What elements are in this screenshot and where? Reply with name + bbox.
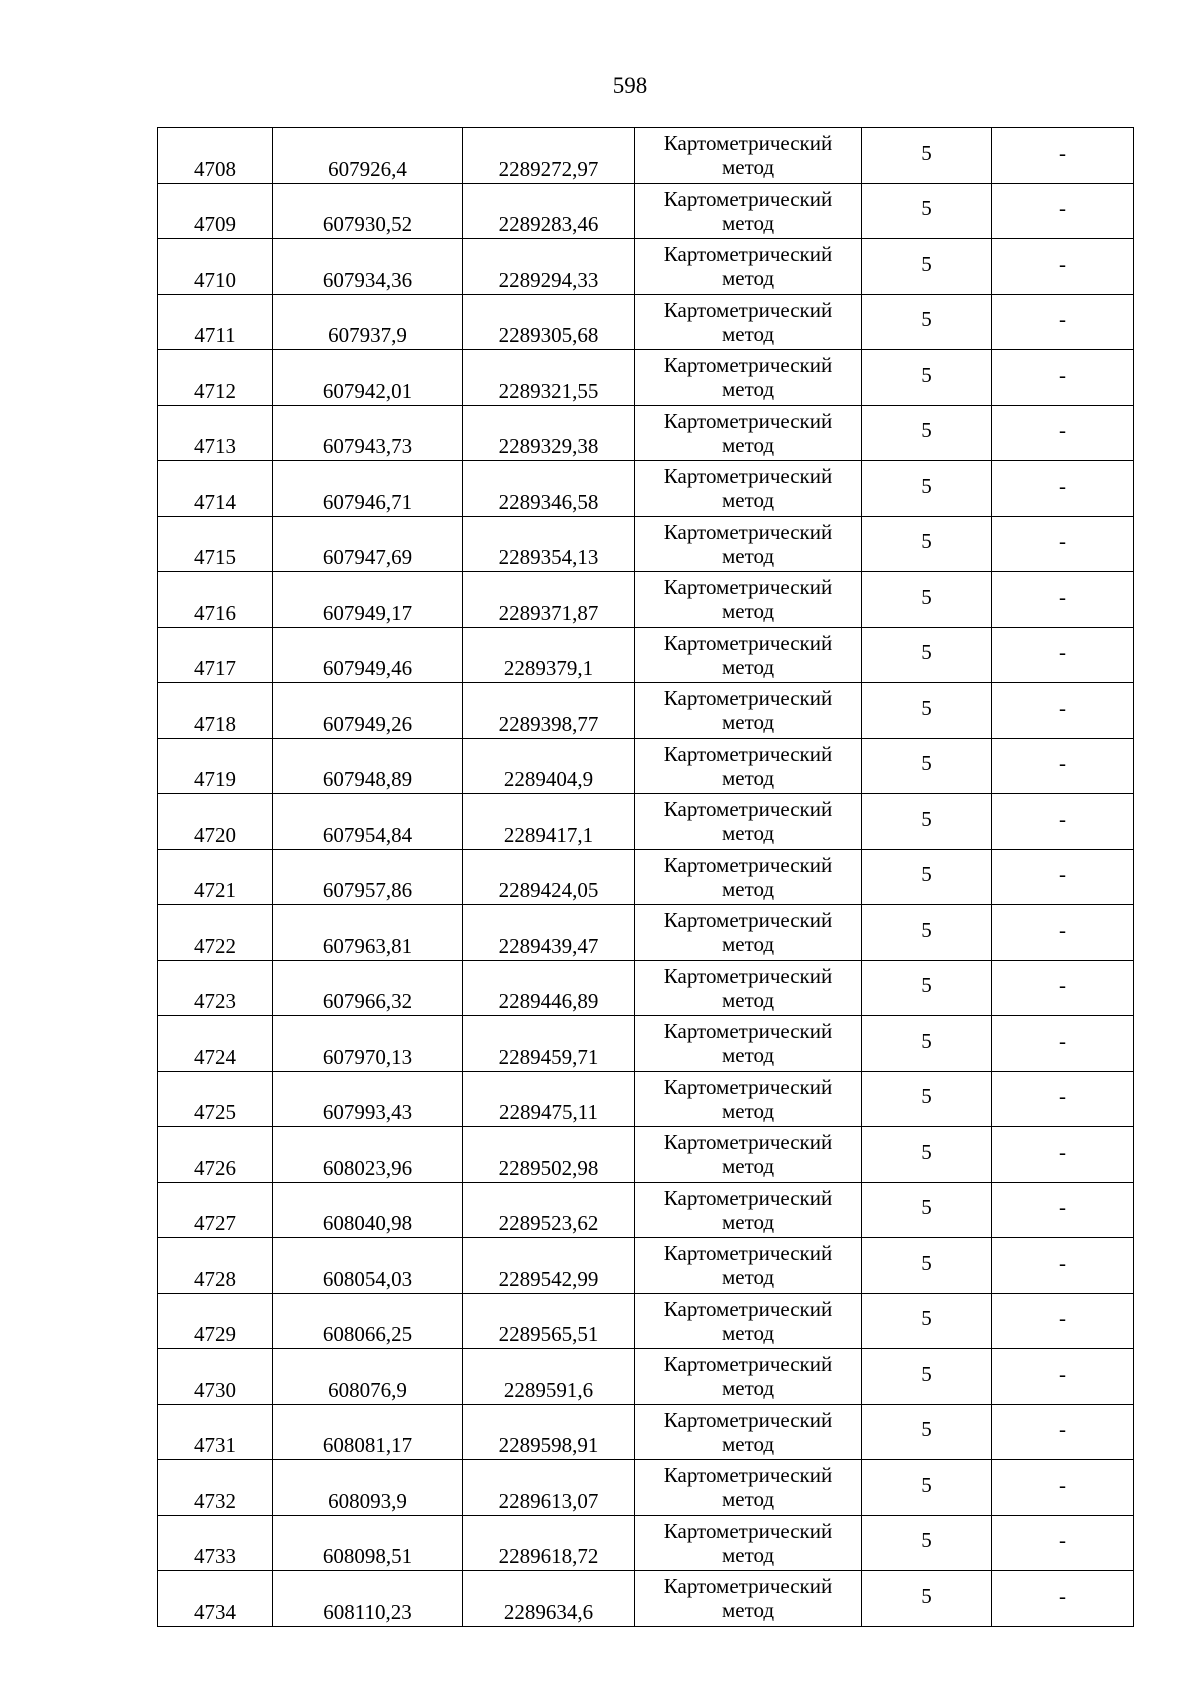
table-row bbox=[158, 128, 1134, 184]
accuracy-cell: 5 bbox=[862, 405, 992, 461]
method-cell bbox=[635, 905, 862, 961]
point-number-cell: 4721 bbox=[158, 849, 273, 905]
accuracy-cell: 5 bbox=[862, 516, 992, 572]
note-cell: - bbox=[992, 239, 1134, 295]
y-coordinate-cell: 2289591,6 bbox=[463, 1349, 635, 1405]
accuracy-cell: 5 bbox=[862, 794, 992, 850]
y-coordinate-cell: 2289283,46 bbox=[463, 183, 635, 239]
method-line-2: метод bbox=[721, 876, 775, 901]
accuracy-cell: 5 bbox=[862, 239, 992, 295]
note-cell: - bbox=[992, 350, 1134, 406]
table-body bbox=[158, 128, 1134, 1627]
method-cell bbox=[635, 128, 862, 184]
method-line-1: Картометрический bbox=[663, 519, 833, 544]
accuracy-cell: 5 bbox=[862, 350, 992, 406]
note-cell: - bbox=[992, 1515, 1134, 1571]
point-number-cell: 4725 bbox=[158, 1071, 273, 1127]
point-number-cell: 4730 bbox=[158, 1349, 273, 1405]
point-number-cell: 4729 bbox=[158, 1293, 273, 1349]
method-line-1: Картометрический bbox=[663, 1241, 833, 1266]
method-line-1: Картометрический bbox=[663, 1019, 833, 1044]
point-number-cell: 4711 bbox=[158, 294, 273, 350]
point-number-cell: 4732 bbox=[158, 1460, 273, 1516]
table-row bbox=[158, 572, 1134, 628]
x-coordinate-cell: 608023,96 bbox=[273, 1127, 463, 1183]
accuracy-cell: 5 bbox=[862, 461, 992, 517]
note-cell: - bbox=[992, 849, 1134, 905]
method-line-2: метод bbox=[721, 1487, 775, 1512]
y-coordinate-cell: 2289502,98 bbox=[463, 1127, 635, 1183]
method-cell bbox=[635, 1460, 862, 1516]
method-cell bbox=[635, 1404, 862, 1460]
y-coordinate-cell: 2289523,62 bbox=[463, 1182, 635, 1238]
note-cell: - bbox=[992, 1404, 1134, 1460]
y-coordinate-cell: 2289424,05 bbox=[463, 849, 635, 905]
x-coordinate-cell: 607934,36 bbox=[273, 239, 463, 295]
table-row bbox=[158, 849, 1134, 905]
accuracy-cell: 5 bbox=[862, 1293, 992, 1349]
accuracy-cell: 5 bbox=[862, 1571, 992, 1627]
method-line-1: Картометрический bbox=[663, 1352, 833, 1377]
method-line-1: Картометрический bbox=[663, 1574, 833, 1599]
accuracy-cell: 5 bbox=[862, 627, 992, 683]
accuracy-cell: 5 bbox=[862, 572, 992, 628]
y-coordinate-cell: 2289439,47 bbox=[463, 905, 635, 961]
table-row bbox=[158, 1182, 1134, 1238]
method-line-2: метод bbox=[721, 488, 775, 513]
method-line-2: метод bbox=[721, 543, 775, 568]
note-cell: - bbox=[992, 183, 1134, 239]
note-cell: - bbox=[992, 572, 1134, 628]
table-row bbox=[158, 1349, 1134, 1405]
x-coordinate-cell: 607943,73 bbox=[273, 405, 463, 461]
y-coordinate-cell: 2289565,51 bbox=[463, 1293, 635, 1349]
method-line-1: Картометрический bbox=[663, 408, 833, 433]
y-coordinate-cell: 2289634,6 bbox=[463, 1571, 635, 1627]
x-coordinate-cell: 608110,23 bbox=[273, 1571, 463, 1627]
method-cell bbox=[635, 516, 862, 572]
method-line-2: метод bbox=[721, 266, 775, 291]
method-line-2: метод bbox=[721, 155, 775, 180]
y-coordinate-cell: 2289272,97 bbox=[463, 128, 635, 184]
method-line-2: метод bbox=[721, 1209, 775, 1234]
accuracy-cell: 5 bbox=[862, 1071, 992, 1127]
x-coordinate-cell: 607946,71 bbox=[273, 461, 463, 517]
method-line-2: метод bbox=[721, 1598, 775, 1623]
table-row bbox=[158, 960, 1134, 1016]
accuracy-cell: 5 bbox=[862, 1127, 992, 1183]
note-cell: - bbox=[992, 128, 1134, 184]
method-line-2: метод bbox=[721, 765, 775, 790]
table-row bbox=[158, 516, 1134, 572]
y-coordinate-cell: 2289618,72 bbox=[463, 1515, 635, 1571]
method-line-1: Картометрический bbox=[663, 1518, 833, 1543]
accuracy-cell: 5 bbox=[862, 905, 992, 961]
method-line-2: метод bbox=[721, 1043, 775, 1068]
x-coordinate-cell: 608076,9 bbox=[273, 1349, 463, 1405]
point-number-cell: 4733 bbox=[158, 1515, 273, 1571]
note-cell: - bbox=[992, 1460, 1134, 1516]
accuracy-cell: 5 bbox=[862, 1016, 992, 1072]
method-line-1: Картометрический bbox=[663, 686, 833, 711]
method-line-1: Картометрический bbox=[663, 741, 833, 766]
method-cell bbox=[635, 1071, 862, 1127]
method-line-1: Картометрический bbox=[663, 297, 833, 322]
note-cell: - bbox=[992, 794, 1134, 850]
x-coordinate-cell: 608066,25 bbox=[273, 1293, 463, 1349]
y-coordinate-cell: 2289354,13 bbox=[463, 516, 635, 572]
method-line-1: Картометрический bbox=[663, 1185, 833, 1210]
point-number-cell: 4731 bbox=[158, 1404, 273, 1460]
point-number-cell: 4728 bbox=[158, 1238, 273, 1294]
method-cell bbox=[635, 183, 862, 239]
table-row bbox=[158, 683, 1134, 739]
x-coordinate-cell: 607926,4 bbox=[273, 128, 463, 184]
table-row bbox=[158, 1016, 1134, 1072]
method-line-2: метод bbox=[721, 1431, 775, 1456]
note-cell: - bbox=[992, 294, 1134, 350]
note-cell: - bbox=[992, 683, 1134, 739]
note-cell: - bbox=[992, 461, 1134, 517]
y-coordinate-cell: 2289598,91 bbox=[463, 1404, 635, 1460]
table-row bbox=[158, 350, 1134, 406]
method-line-2: метод bbox=[721, 1265, 775, 1290]
x-coordinate-cell: 607949,26 bbox=[273, 683, 463, 739]
method-line-2: метод bbox=[721, 377, 775, 402]
point-number-cell: 4712 bbox=[158, 350, 273, 406]
y-coordinate-cell: 2289398,77 bbox=[463, 683, 635, 739]
x-coordinate-cell: 608081,17 bbox=[273, 1404, 463, 1460]
table-row bbox=[158, 1404, 1134, 1460]
accuracy-cell: 5 bbox=[862, 128, 992, 184]
accuracy-cell: 5 bbox=[862, 1238, 992, 1294]
point-number-cell: 4710 bbox=[158, 239, 273, 295]
y-coordinate-cell: 2289475,11 bbox=[463, 1071, 635, 1127]
accuracy-cell: 5 bbox=[862, 683, 992, 739]
x-coordinate-cell: 607970,13 bbox=[273, 1016, 463, 1072]
accuracy-cell: 5 bbox=[862, 1349, 992, 1405]
note-cell: - bbox=[992, 1016, 1134, 1072]
accuracy-cell: 5 bbox=[862, 738, 992, 794]
point-number-cell: 4724 bbox=[158, 1016, 273, 1072]
method-cell bbox=[635, 1127, 862, 1183]
method-line-2: метод bbox=[721, 1154, 775, 1179]
table-row bbox=[158, 239, 1134, 295]
method-line-1: Картометрический bbox=[663, 963, 833, 988]
point-number-cell: 4734 bbox=[158, 1571, 273, 1627]
method-line-1: Картометрический bbox=[663, 1130, 833, 1155]
note-cell: - bbox=[992, 905, 1134, 961]
y-coordinate-cell: 2289305,68 bbox=[463, 294, 635, 350]
x-coordinate-cell: 608054,03 bbox=[273, 1238, 463, 1294]
table-row bbox=[158, 738, 1134, 794]
method-line-2: метод bbox=[721, 1542, 775, 1567]
point-number-cell: 4714 bbox=[158, 461, 273, 517]
note-cell: - bbox=[992, 405, 1134, 461]
y-coordinate-cell: 2289371,87 bbox=[463, 572, 635, 628]
y-coordinate-cell: 2289346,58 bbox=[463, 461, 635, 517]
method-cell bbox=[635, 849, 862, 905]
table-row bbox=[158, 794, 1134, 850]
point-number-cell: 4717 bbox=[158, 627, 273, 683]
y-coordinate-cell: 2289613,07 bbox=[463, 1460, 635, 1516]
x-coordinate-cell: 607947,69 bbox=[273, 516, 463, 572]
method-line-1: Картометрический bbox=[663, 575, 833, 600]
note-cell: - bbox=[992, 738, 1134, 794]
method-line-1: Картометрический bbox=[663, 1463, 833, 1488]
y-coordinate-cell: 2289321,55 bbox=[463, 350, 635, 406]
y-coordinate-cell: 2289294,33 bbox=[463, 239, 635, 295]
y-coordinate-cell: 2289379,1 bbox=[463, 627, 635, 683]
method-cell bbox=[635, 627, 862, 683]
table-row bbox=[158, 627, 1134, 683]
method-line-1: Картометрический bbox=[663, 353, 833, 378]
accuracy-cell: 5 bbox=[862, 960, 992, 1016]
method-line-1: Картометрический bbox=[663, 242, 833, 267]
point-number-cell: 4720 bbox=[158, 794, 273, 850]
coordinates-table bbox=[157, 127, 1134, 1627]
point-number-cell: 4715 bbox=[158, 516, 273, 572]
x-coordinate-cell: 607949,17 bbox=[273, 572, 463, 628]
note-cell: - bbox=[992, 516, 1134, 572]
table-row bbox=[158, 1071, 1134, 1127]
accuracy-cell: 5 bbox=[862, 1515, 992, 1571]
method-line-2: метод bbox=[721, 710, 775, 735]
table-row bbox=[158, 461, 1134, 517]
note-cell: - bbox=[992, 1238, 1134, 1294]
table-row bbox=[158, 1571, 1134, 1627]
x-coordinate-cell: 607949,46 bbox=[273, 627, 463, 683]
method-line-2: метод bbox=[721, 1376, 775, 1401]
method-line-2: метод bbox=[721, 210, 775, 235]
table-row bbox=[158, 905, 1134, 961]
table-row bbox=[158, 1127, 1134, 1183]
point-number-cell: 4716 bbox=[158, 572, 273, 628]
point-number-cell: 4708 bbox=[158, 128, 273, 184]
method-line-2: метод bbox=[721, 599, 775, 624]
x-coordinate-cell: 607957,86 bbox=[273, 849, 463, 905]
table-row bbox=[158, 294, 1134, 350]
table-row bbox=[158, 1238, 1134, 1294]
point-number-cell: 4723 bbox=[158, 960, 273, 1016]
x-coordinate-cell: 607942,01 bbox=[273, 350, 463, 406]
point-number-cell: 4722 bbox=[158, 905, 273, 961]
method-cell bbox=[635, 1016, 862, 1072]
y-coordinate-cell: 2289446,89 bbox=[463, 960, 635, 1016]
method-line-1: Картометрический bbox=[663, 186, 833, 211]
method-line-2: метод bbox=[721, 321, 775, 346]
accuracy-cell: 5 bbox=[862, 294, 992, 350]
y-coordinate-cell: 2289417,1 bbox=[463, 794, 635, 850]
point-number-cell: 4719 bbox=[158, 738, 273, 794]
method-cell bbox=[635, 1571, 862, 1627]
page-number: 598 bbox=[612, 73, 648, 98]
method-line-2: метод bbox=[721, 432, 775, 457]
method-line-2: метод bbox=[721, 1098, 775, 1123]
method-cell bbox=[635, 1515, 862, 1571]
method-line-1: Картометрический bbox=[663, 1296, 833, 1321]
method-cell bbox=[635, 1349, 862, 1405]
accuracy-cell: 5 bbox=[862, 1182, 992, 1238]
method-cell bbox=[635, 1293, 862, 1349]
x-coordinate-cell: 608093,9 bbox=[273, 1460, 463, 1516]
method-cell bbox=[635, 461, 862, 517]
method-line-2: метод bbox=[721, 1320, 775, 1345]
point-number-cell: 4709 bbox=[158, 183, 273, 239]
method-cell bbox=[635, 1238, 862, 1294]
note-cell: - bbox=[992, 1571, 1134, 1627]
x-coordinate-cell: 607930,52 bbox=[273, 183, 463, 239]
method-line-1: Картометрический bbox=[663, 630, 833, 655]
method-cell bbox=[635, 794, 862, 850]
table-row bbox=[158, 1515, 1134, 1571]
method-line-1: Картометрический bbox=[663, 1407, 833, 1432]
method-line-1: Картометрический bbox=[663, 1074, 833, 1099]
table-row bbox=[158, 183, 1134, 239]
x-coordinate-cell: 607993,43 bbox=[273, 1071, 463, 1127]
method-line-1: Картометрический bbox=[663, 908, 833, 933]
method-cell bbox=[635, 350, 862, 406]
method-line-1: Картометрический bbox=[663, 131, 833, 156]
method-cell bbox=[635, 960, 862, 1016]
method-line-1: Картометрический bbox=[663, 797, 833, 822]
table-row bbox=[158, 1460, 1134, 1516]
method-cell bbox=[635, 572, 862, 628]
method-cell bbox=[635, 294, 862, 350]
accuracy-cell: 5 bbox=[862, 849, 992, 905]
method-line-1: Картометрический bbox=[663, 464, 833, 489]
method-line-1: Картометрический bbox=[663, 852, 833, 877]
accuracy-cell: 5 bbox=[862, 1460, 992, 1516]
method-line-2: метод bbox=[721, 821, 775, 846]
method-cell bbox=[635, 683, 862, 739]
x-coordinate-cell: 608040,98 bbox=[273, 1182, 463, 1238]
table-row bbox=[158, 1293, 1134, 1349]
point-number-cell: 4713 bbox=[158, 405, 273, 461]
y-coordinate-cell: 2289542,99 bbox=[463, 1238, 635, 1294]
method-cell bbox=[635, 1182, 862, 1238]
x-coordinate-cell: 607937,9 bbox=[273, 294, 463, 350]
note-cell: - bbox=[992, 1349, 1134, 1405]
table-row bbox=[158, 405, 1134, 461]
accuracy-cell: 5 bbox=[862, 183, 992, 239]
method-cell bbox=[635, 405, 862, 461]
method-line-2: метод bbox=[721, 987, 775, 1012]
x-coordinate-cell: 607963,81 bbox=[273, 905, 463, 961]
note-cell: - bbox=[992, 1182, 1134, 1238]
y-coordinate-cell: 2289329,38 bbox=[463, 405, 635, 461]
point-number-cell: 4727 bbox=[158, 1182, 273, 1238]
x-coordinate-cell: 607948,89 bbox=[273, 738, 463, 794]
x-coordinate-cell: 608098,51 bbox=[273, 1515, 463, 1571]
note-cell: - bbox=[992, 627, 1134, 683]
note-cell: - bbox=[992, 960, 1134, 1016]
method-line-2: метод bbox=[721, 654, 775, 679]
note-cell: - bbox=[992, 1127, 1134, 1183]
note-cell: - bbox=[992, 1293, 1134, 1349]
point-number-cell: 4718 bbox=[158, 683, 273, 739]
y-coordinate-cell: 2289459,71 bbox=[463, 1016, 635, 1072]
x-coordinate-cell: 607954,84 bbox=[273, 794, 463, 850]
method-cell bbox=[635, 239, 862, 295]
note-cell: - bbox=[992, 1071, 1134, 1127]
y-coordinate-cell: 2289404,9 bbox=[463, 738, 635, 794]
method-line-2: метод bbox=[721, 932, 775, 957]
accuracy-cell: 5 bbox=[862, 1404, 992, 1460]
x-coordinate-cell: 607966,32 bbox=[273, 960, 463, 1016]
point-number-cell: 4726 bbox=[158, 1127, 273, 1183]
method-cell bbox=[635, 738, 862, 794]
